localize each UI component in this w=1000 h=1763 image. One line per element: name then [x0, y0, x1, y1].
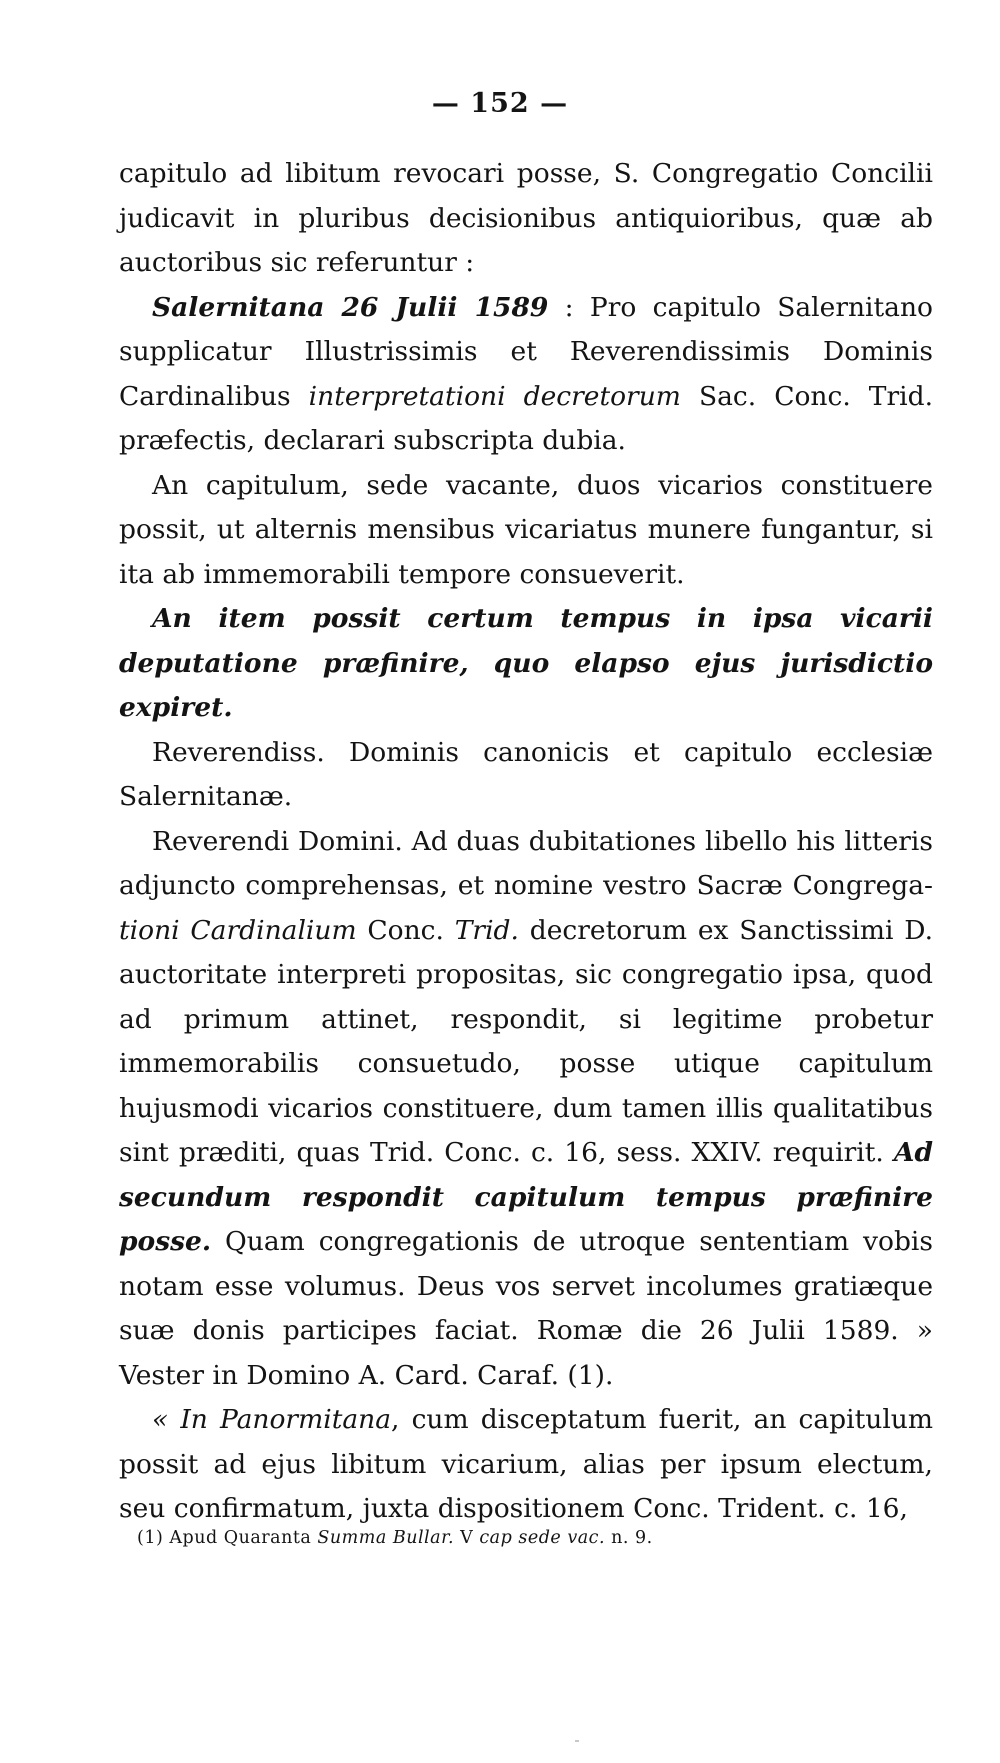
- text-segment: , cum disceptatum fuerit, an capitulum possit ad ejus libitum vicarium, alias per ipsum electum, seu confirmatum, juxta dispositionem Conc. Trident. c. 16,: [119, 1404, 933, 1524]
- text-segment: An capitulum, sede vacante, duos vicarios constituere possit, ut alternis mensibus vicariatus munere fungantur, si ita ab immemorabili tempore consueverit.: [119, 469, 933, 590]
- text-segment: «: [152, 1404, 181, 1435]
- text-segment: capitulo ad libitum revocari posse, S. Congregatio Concilii judicavit in pluribus decisionibus antiquioribus, quæ ab auctoribus sic referuntur :: [119, 158, 933, 278]
- text-segment: Sac. Conc. Trid. præfectis, declarari subscripta dubia.: [119, 380, 933, 456]
- text-segment: Conc.: [356, 914, 455, 946]
- footnote-work-title: Summa Bullar.: [317, 1528, 455, 1548]
- paragraph: [119, 1398, 933, 1532]
- footnote-section: cap sede vac.: [479, 1528, 606, 1548]
- footnote: [137, 1528, 917, 1548]
- body-text: [119, 152, 933, 1532]
- paragraph: [119, 464, 933, 598]
- text-segment: Trid.: [454, 914, 519, 946]
- text-segment: Salernitana 26 Julii 1589: [152, 291, 549, 323]
- text-segment: Reverendi Domini. Ad duas dubitationes libello his litteris adjuncto comprehensas, et nomine vestro Sacræ Congrega: [119, 825, 933, 901]
- page-number: — 152 —: [431, 88, 569, 119]
- paragraph: [119, 731, 933, 820]
- text-segment: tioni Cardinalium: [119, 914, 357, 946]
- text-segment: Ad secundum respondit capitulum tempus præfinire posse.: [119, 1137, 933, 1257]
- footnote-text-after: n. 9.: [605, 1528, 653, 1548]
- text-segment: decretorum ex Sanctissimi D. auctoritate interpreti propositas, sic congregatio ipsa, quod ad primum attinet, respondit, si legitime probetur immemorabilis consuetudo, posse utique capitulum hujusmodi vicarios constituere, dum tamen illis qualitatibus sint præditi, quas Trid. Conc. c. 16, sess. XXIV. requirit.: [119, 914, 933, 1168]
- text-segment: : Pro capitulo Salernitano supplicatur Illustrissimis et Reverendissimis Dominis Cardinalibus: [119, 291, 933, 412]
- paragraph: [119, 597, 933, 731]
- paragraph: [119, 152, 933, 286]
- footnote-marker: (1): [137, 1528, 164, 1548]
- text-segment: Quam congregationis de utroque sententiam vobis notam esse volumus. Deus vos servet incolumes gratiæque suæ donis participes faciat. Romæ die 26 Julii 1589. » Vester in Domino A. Card. Caraf. (1).: [119, 1226, 933, 1391]
- text-segment: In Panormitana: [180, 1404, 392, 1435]
- text-segment: An item possit certum tempus in ipsa vicarii deputatione præfinire, quo elapso ejus jurisdictio expiret.: [119, 603, 933, 723]
- text-segment: interpretationi decretorum: [308, 380, 681, 412]
- text-segment: Reverendiss. Dominis canonicis et capitulo ecclesiæ Salernitanæ.: [119, 736, 933, 812]
- paragraph: [119, 286, 933, 464]
- paper-speck: [575, 1740, 579, 1742]
- paragraph: [119, 820, 933, 1399]
- footnote-text-before: Apud Quaranta: [163, 1528, 318, 1548]
- footnote-text-mid: V: [454, 1528, 480, 1548]
